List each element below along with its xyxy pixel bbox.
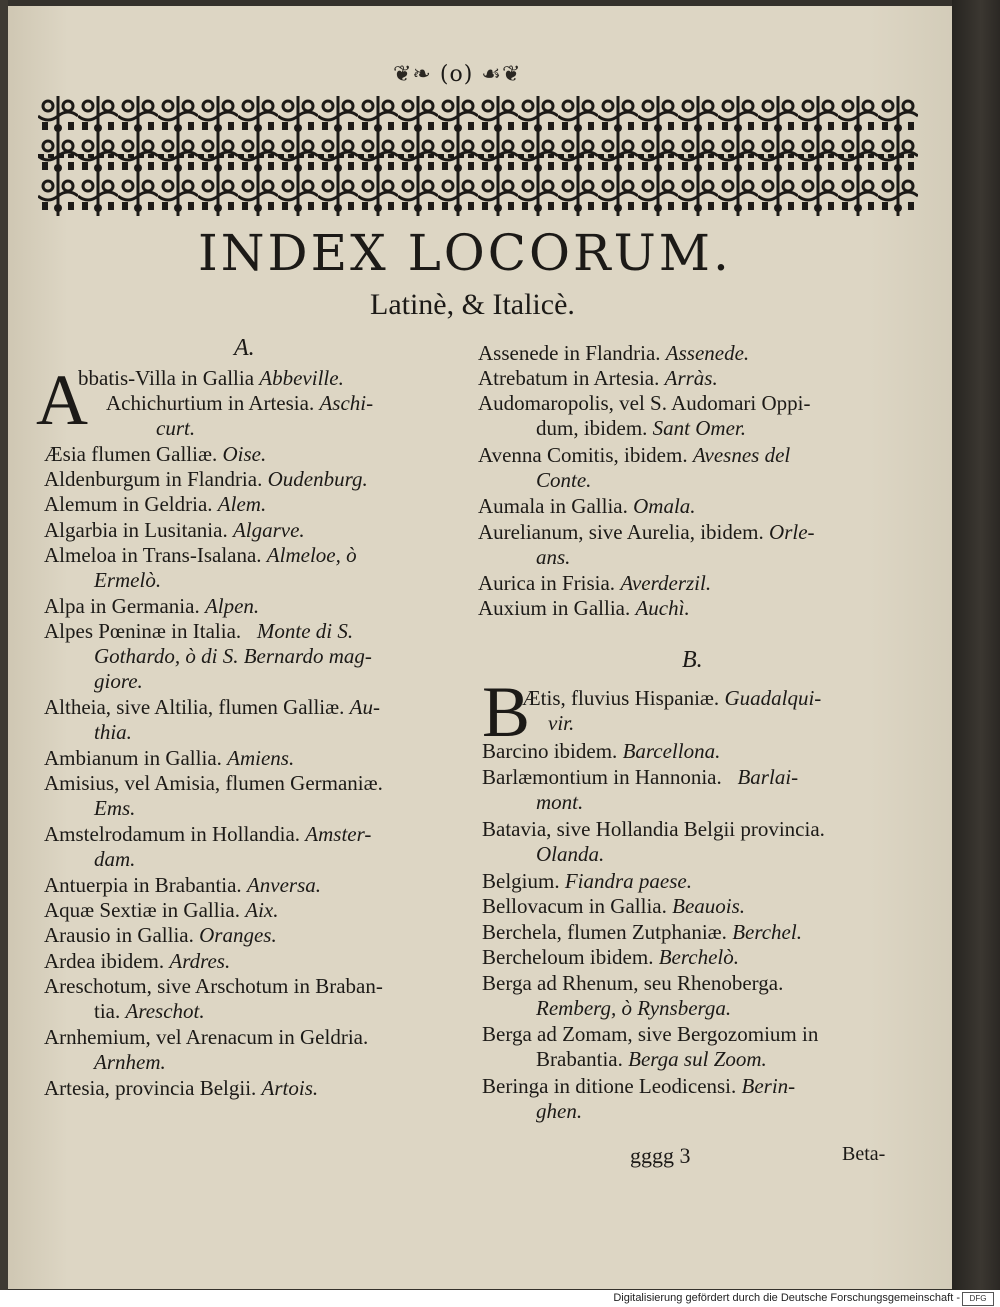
list-item: Batavia, sive Hollandia Belgii provincia.	[482, 817, 825, 841]
list-item: Aurica in Frisia. Averderzil.	[478, 571, 712, 595]
list-item: Aurelianum, sive Aurelia, ibidem. Orle-	[478, 520, 815, 544]
running-head-text: (o)	[439, 62, 474, 87]
running-head	[393, 62, 521, 87]
list-item: thia.	[94, 720, 132, 744]
list-item: curt.	[156, 416, 196, 440]
list-item: bbatis-Villa in Gallia Abbeville.	[78, 366, 344, 390]
list-item: Bellovacum in Gallia. Beauois.	[482, 894, 746, 918]
list-item: Aquæ Sextiæ in Gallia. Aix.	[44, 898, 279, 922]
list-item: Remberg, ò Rynsberga.	[536, 996, 732, 1020]
list-item: Alpa in Germania. Alpen.	[44, 594, 260, 618]
index-subtitle: Latinè, & Italicè.	[370, 288, 575, 321]
list-item: Berchela, flumen Zutphaniæ. Berchel.	[482, 920, 802, 944]
list-item: ans.	[536, 545, 571, 569]
list-item: Olanda.	[536, 842, 605, 866]
list-item: mont.	[536, 790, 584, 814]
list-item: Beringa in ditione Leodicensi. Berin-	[482, 1074, 796, 1098]
list-item: Arausio in Gallia. Oranges.	[44, 923, 277, 947]
list-item: Berga ad Rhenum, seu Rhenoberga.	[482, 971, 784, 995]
list-item: Audomaropolis, vel S. Audomari Oppi-	[478, 391, 811, 415]
signature-mark: gggg 3	[630, 1143, 691, 1168]
book-page	[8, 6, 952, 1289]
list-item: Ambianum in Gallia. Amiens.	[44, 746, 295, 770]
list-item: Areschotum, sive Arschotum in Braban-	[44, 974, 383, 998]
list-item: Artesia, provincia Belgii. Artois.	[44, 1076, 319, 1100]
list-item: Auxium in Gallia. Auchì.	[478, 596, 690, 620]
ornament-left-icon: ❦❧	[393, 62, 432, 87]
list-item: Brabantia. Berga sul Zoom.	[536, 1047, 767, 1071]
book-fore-edge	[952, 0, 1000, 1290]
list-item: Æsia flumen Galliæ. Oise.	[44, 442, 267, 466]
list-item: Bercheloum ibidem. Berchelò.	[482, 945, 739, 969]
list-item: Barlæmontium in Hannonia. Barlai-	[482, 765, 799, 789]
list-item: Alpes Pœninæ in Italia. Monte di S.	[44, 619, 354, 643]
list-item: ghen.	[536, 1099, 583, 1123]
list-item: Atrebatum in Artesia. Arràs.	[478, 366, 718, 390]
dfg-logo-icon: DFG	[962, 1292, 994, 1306]
list-item: Belgium. Fiandra paese.	[482, 869, 692, 893]
list-item: Alemum in Geldria. Alem.	[44, 492, 267, 516]
catchword: Beta-	[842, 1143, 886, 1165]
list-item: Assenede in Flandria. Assenede.	[478, 341, 750, 365]
section-letter-a: A.	[234, 335, 255, 361]
list-item: Amstelrodamum in Hollandia. Amster-	[44, 822, 372, 846]
list-item: Aldenburgum in Flandria. Oudenburg.	[44, 467, 368, 491]
digitization-footer	[0, 1290, 1000, 1307]
list-item: Ermelò.	[94, 568, 162, 592]
list-item: Almeloa in Trans-Isalana. Almeloe, ò	[44, 543, 357, 567]
footer-credit-text: Digitalisierung gefördert durch die Deutsche Forschungsgemeinschaft -	[613, 1292, 960, 1304]
list-item: Achichurtium in Artesia. Aschi-	[106, 391, 374, 415]
list-item: dum, ibidem. Sant Omer.	[536, 416, 747, 440]
list-item: Arnhemium, vel Arenacum in Geldria.	[44, 1025, 369, 1049]
decorative-headpiece-icon	[38, 96, 918, 216]
list-item: Avenna Comitis, ibidem. Avesnes del	[478, 443, 791, 467]
index-title: INDEX LOCORUM.	[198, 224, 732, 282]
section-letter-b: B.	[682, 647, 703, 673]
list-item: Barcino ibidem. Barcellona.	[482, 739, 721, 763]
drop-cap-b: B	[482, 672, 531, 752]
page-left-edge	[0, 0, 8, 1290]
list-item: Aumala in Gallia. Omala.	[478, 494, 696, 518]
list-item: vir.	[548, 711, 575, 735]
drop-cap-a: A	[36, 360, 88, 440]
list-item: Antuerpia in Brabantia. Anversa.	[44, 873, 322, 897]
list-item: Gothardo, ò di S. Bernardo mag-	[94, 644, 372, 668]
list-item: Altheia, sive Altilia, flumen Galliæ. Au-	[44, 695, 380, 719]
ornament-right-icon: ☙❦	[481, 62, 522, 87]
list-item: Ems.	[94, 796, 136, 820]
list-item: giore.	[94, 669, 143, 693]
list-item: Ætis, fluvius Hispaniæ. Guadalqui-	[522, 686, 822, 710]
list-item: tia. Areschot.	[94, 999, 205, 1023]
list-item: Conte.	[536, 468, 592, 492]
list-item: Amisius, vel Amisia, flumen Germaniæ.	[44, 771, 383, 795]
list-item: Ardea ibidem. Ardres.	[44, 949, 231, 973]
list-item: dam.	[94, 847, 136, 871]
list-item: Arnhem.	[94, 1050, 166, 1074]
list-item: Algarbia in Lusitania. Algarve.	[44, 518, 305, 542]
list-item: Berga ad Zomam, sive Bergozomium in	[482, 1022, 819, 1046]
